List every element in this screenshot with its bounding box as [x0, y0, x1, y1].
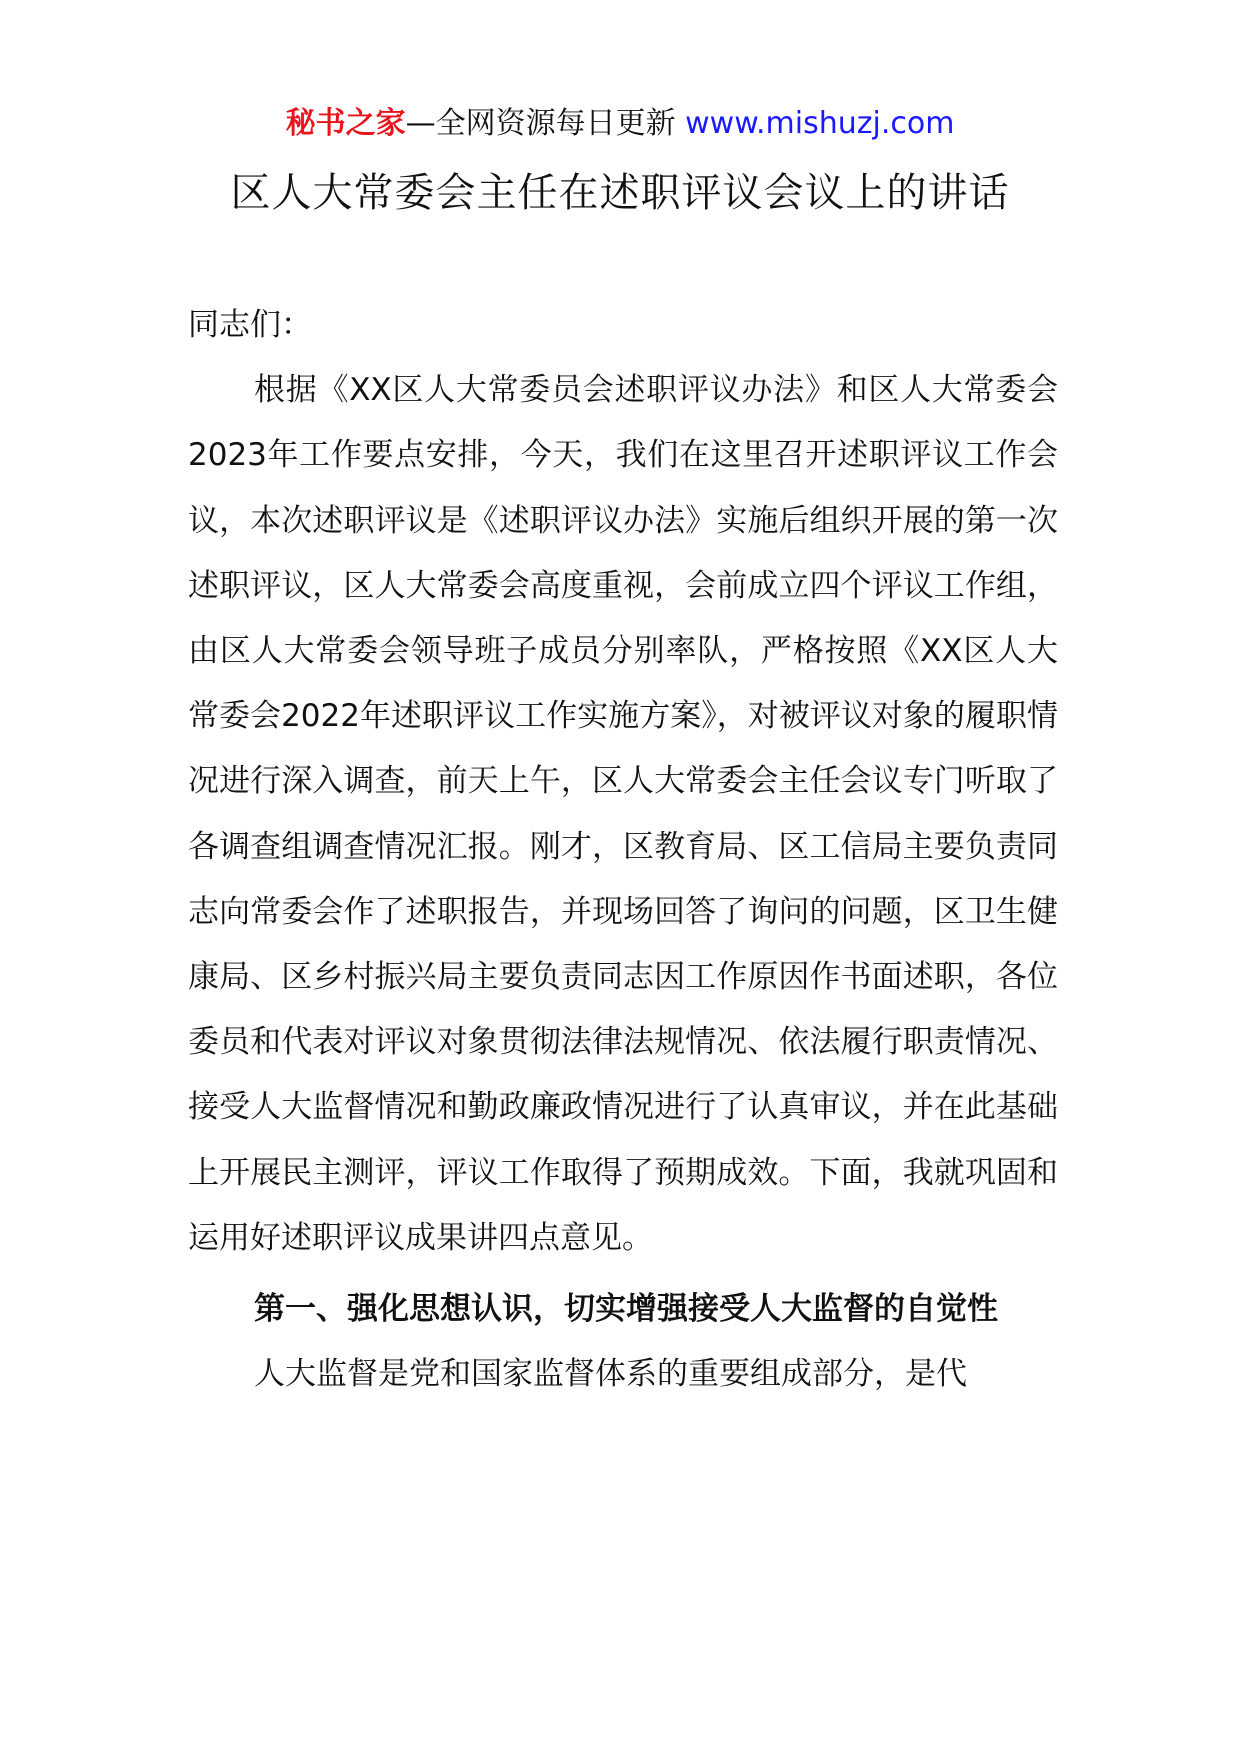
site-header [0, 102, 1240, 146]
site-slogan: —全网资源每日更新 [405, 106, 676, 141]
document-title: 区人大常委会主任在述职评议会议上的讲话 [230, 170, 1010, 216]
body-paragraph: 根据《XX区人大常委员会述职评议办法》和区人大常委会2023年工作要点安排，今天，我们在这里召开述职评议工作会议，本次述职评议是《述职评议办法》实施后组织开展的第一次述职评议，区人大常委会高度重视，会前成立四个评议工作组，由区人大常委会领导班子成员分别率队，严格按照《XX区人大常委会2022年述职评议工作实施方案》，对被评议对象的履职情况进行深入调查，前天上午，区人大常委会主任会议专门听取了各调查组调查情况汇报。刚才，区教育局、区工信局主要负责同志向常委会作了述职报告，并现场回答了询问的问题，区卫生健康局、区乡村振兴局主要负责同志因工作原因作书面述职，各位委员和代表对评议对象贯彻法律法规情况、依法履行职责情况、接受人大监督情况和勤政廉政情况进行了认真审议，并在此基础上开展民主测评，评议工作取得了预期成效。下面，我就巩固和运用好述职评议成果讲四点意见。 [188, 372, 1058, 1256]
site-url-link[interactable]: www.mishuzj.com [685, 106, 955, 141]
body-paragraph: 人大监督是党和国家监督体系的重要组成部分，是代 [254, 1356, 967, 1393]
site-brand: 秘书之家 [285, 106, 406, 141]
section-heading: 第一、强化思想认识，切实增强接受人大监督的自觉性 [254, 1291, 998, 1328]
salutation: 同志们： [188, 307, 312, 343]
document-body [188, 293, 1058, 1407]
